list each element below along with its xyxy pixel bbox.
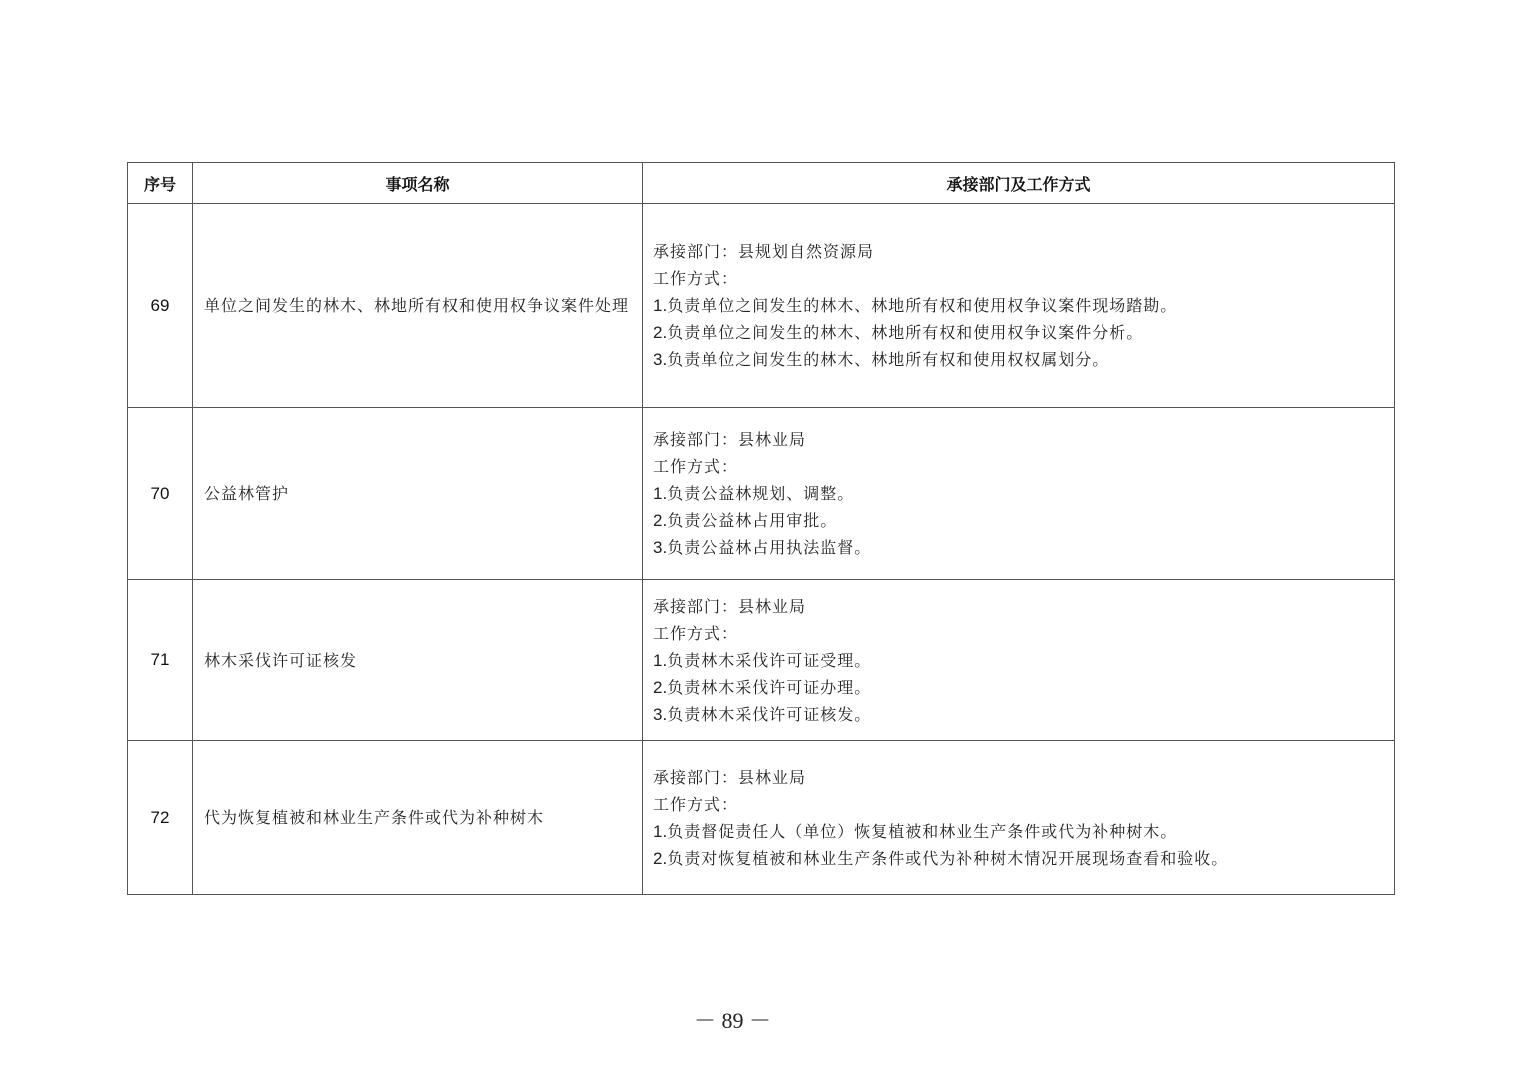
method-label: 工作方式： [653,457,739,476]
task-table [127,162,1395,895]
row-seq: 70 [128,408,193,580]
duty-text: 负责林木采伐许可证核发。 [667,704,872,724]
table-body [128,204,1395,895]
duty-item [653,346,1386,373]
duty-text: 负责公益林占用审批。 [667,511,838,530]
table-header [128,163,1395,204]
duty-item [653,674,1386,701]
row-dept-method [643,580,1395,741]
duty-text: 负责督促责任人（单位）恢复植被和林业生产条件或代为补种树木。 [667,821,1178,841]
row-name: 公益林管护 [193,408,643,580]
dept-line: 承接部门：县规划自然资源局 [653,242,875,261]
dept-line: 承接部门：县林业局 [653,596,807,616]
row-seq: 69 [128,204,193,408]
method-label: 工作方式： [653,623,739,643]
duty-number: 1. [653,821,668,841]
duty-item [653,647,1386,674]
dept-line: 承接部门：县林业局 [653,430,807,449]
row-dept-method [643,741,1395,895]
dept-line: 承接部门：县林业局 [653,767,807,787]
duty-text: 负责单位之间发生的林木、林地所有权和使用权争议案件现场踏勘。 [667,296,1178,315]
header-row [128,163,1395,204]
method-label: 工作方式： [653,794,739,814]
duty-item [653,292,1386,319]
method-label: 工作方式： [653,269,739,288]
duty-number: 1. [653,296,668,315]
row-name: 单位之间发生的林木、林地所有权和使用权争议案件处理 [193,204,643,408]
duty-item [653,319,1386,346]
duty-text: 负责林木采伐许可证办理。 [667,677,872,697]
duty-text: 负责公益林占用执法监督。 [667,538,872,557]
duty-item [653,701,1386,728]
duty-number: 3. [653,704,668,724]
duty-number: 3. [653,350,668,369]
duty-item [653,480,1386,507]
duty-text: 负责单位之间发生的林木、林地所有权和使用权权属划分。 [667,350,1110,369]
row-dept-method [643,408,1395,580]
row-name: 林木采伐许可证核发 [193,580,643,741]
duty-number: 2. [653,677,668,697]
header-name: 事项名称 [193,163,643,204]
duty-number: 1. [653,650,668,670]
table-row [128,741,1395,895]
duty-number: 2. [653,323,668,342]
duty-item [653,818,1386,845]
duty-number: 1. [653,484,668,503]
table-row [128,580,1395,741]
table-row [128,408,1395,580]
duty-text: 负责对恢复植被和林业生产条件或代为补种树木情况开展现场查看和验收。 [667,848,1229,868]
row-seq: 72 [128,741,193,895]
row-seq: 71 [128,580,193,741]
duty-item [653,507,1386,534]
duty-item [653,534,1386,561]
page-number: － 89 － [693,1008,771,1033]
duty-text: 负责林木采伐许可证受理。 [667,650,872,670]
duty-item [653,845,1386,872]
duty-text: 负责公益林规划、调整。 [667,484,855,503]
table-row [128,204,1395,408]
duty-number: 2. [653,848,668,868]
header-dept: 承接部门及工作方式 [643,163,1395,204]
header-seq: 序号 [128,163,193,204]
row-name: 代为恢复植被和林业生产条件或代为补种树木 [193,741,643,895]
duty-number: 3. [653,538,668,557]
duty-number: 2. [653,511,668,530]
row-dept-method [643,204,1395,408]
duty-text: 负责单位之间发生的林木、林地所有权和使用权争议案件分析。 [667,323,1144,342]
